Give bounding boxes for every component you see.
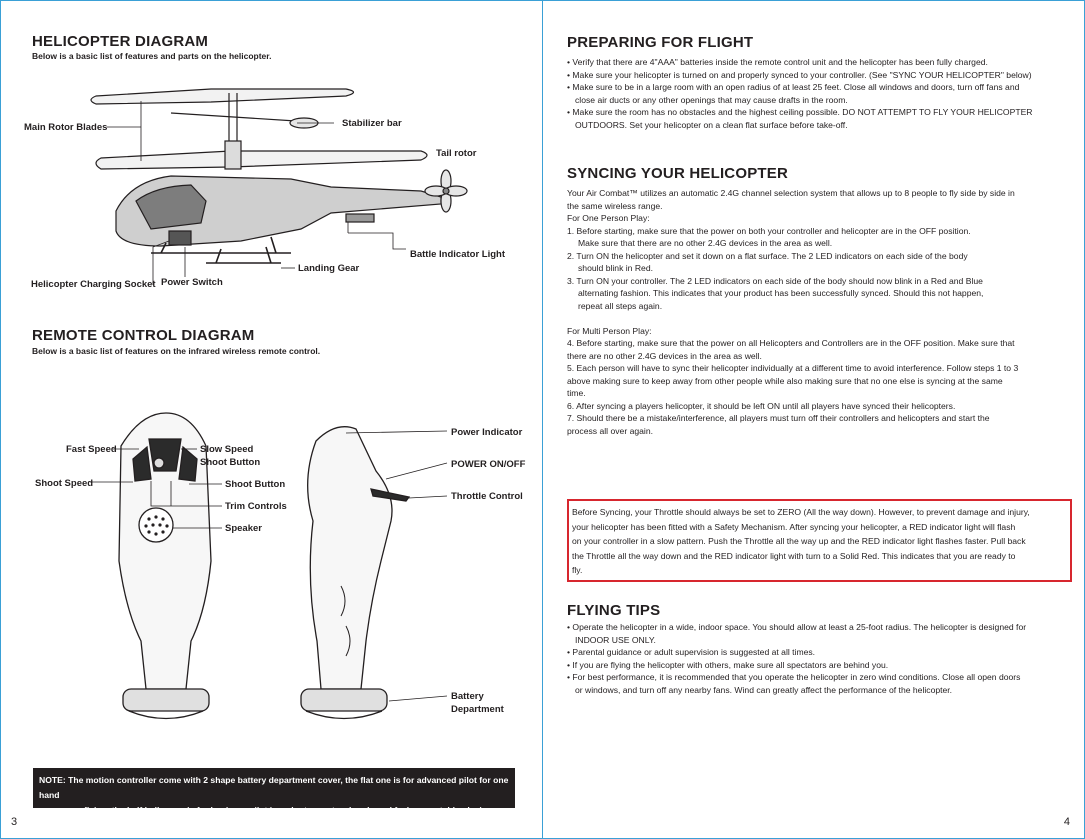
box-line: the Throttle all the way down and the RED indicator light with turn to a Solid Red. This indicates that you are ready to (572, 550, 1016, 561)
text-line: or windows, and turn off any nearby fans. Wind can greatly affect the performance of the helicopter. (575, 684, 953, 695)
text-line: 7. Should there be a mistake/interference, all players must turn off their controllers and helicopters and start the (567, 413, 990, 423)
text-line: 1. Before starting, make sure that the power on both your controller and helicopter are in the OFF position. (567, 225, 971, 236)
text-line: above making sure to keep away from other people while also making sure that no one else is syncing at the same (567, 375, 1003, 386)
label-charging-socket: Helicopter Charging Socket (31, 279, 156, 290)
text-line: the same wireless range. (567, 200, 663, 211)
text-line: repeat all steps again. (578, 300, 663, 311)
text-line: alternating fashion. This indicates that your product has been successfully synced. Should this not happen, (578, 288, 984, 298)
label-shoot-button-top: Shoot Button (200, 457, 261, 468)
label-battle-indicator-light: Battle Indicator Light (410, 249, 505, 260)
label-shoot-speed: Shoot Speed (35, 478, 94, 489)
box-line: on your controller in a slow pattern. Push the Throttle all the way up and the RED indicator light flashes faster. Pull back (572, 536, 1026, 546)
text-line: 2. Turn ON the helicopter and set it down on a flat surface. The 2 LED indicators on each side of the body (567, 250, 968, 261)
text-line: 6. After syncing a players helicopter, it should be left ON until all players have synced their helicopters. (567, 400, 956, 411)
text-line: close air ducts or any other openings that may cause drafts in the room. (575, 94, 848, 105)
text-line: process all over again. (567, 425, 653, 436)
label-battery: Battery (451, 691, 484, 702)
text-line: 5. Each person will have to sync their helicopter individually at a different time to avoid interference. Follow steps 1 to 3 (567, 363, 1019, 373)
syncing-text (567, 187, 1072, 437)
helicopter-diagram-subtext: Below is a basic list of features and parts on the helicopter. (32, 51, 272, 61)
text-line: Make sure that there are no other 2.4G devices in the area as well. (578, 238, 833, 248)
box-line: Before Syncing, your Throttle should always be set to ZERO (All the way down). However, to prevent damage and injury, (572, 507, 1030, 517)
throttle-warning-box (567, 499, 1072, 582)
text-line: INDOOR USE ONLY. (575, 634, 656, 645)
text-line: • For best performance, it is recommended that you operate the helicopter in zero wind conditions. Close all open doors (567, 672, 1021, 682)
label-slow-speed: Slow Speed (200, 444, 254, 455)
label-landing-gear: Landing Gear (298, 263, 360, 274)
text-line: • Make sure the room has no obstacles and the highest ceiling possible. DO NOT ATTEMPT TO FLY YOUR HELICOPTER (567, 107, 1033, 117)
preparing-heading: PREPARING FOR FLIGHT (567, 34, 754, 51)
label-throttle-control: Throttle Control (451, 491, 523, 502)
text-line: • Operate the helicopter in a wide, indoor space. You should allow at least a 25-foot radius. The helicopter is designed for (567, 622, 1027, 632)
text-line: should blink in Red. (578, 263, 654, 273)
label-tail-rotor: Tail rotor (436, 148, 477, 159)
label-battery-department: Department (451, 704, 504, 715)
label-fast-speed: Fast Speed (66, 444, 117, 455)
remote-diagram-heading: REMOTE CONTROL DIAGRAM (32, 327, 255, 344)
label-power-switch: Power Switch (161, 277, 223, 288)
label-power-on-off: POWER ON/OFF (451, 459, 526, 470)
text-line: • Make sure your helicopter is turned on and properly synced to your controller. (See "SYNC YOUR HELICOPTER" below) (567, 69, 1032, 80)
flying-tips-text (567, 621, 1072, 696)
text-line: 4. Before starting, make sure that the power on all Helicopters and Controllers are in the OFF position. Make sure that (567, 338, 1015, 348)
helicopter-diagram-heading: HELICOPTER DIAGRAM (32, 33, 209, 50)
text-line: Your Air Combat™ utilizes an automatic 2.4G channel selection system that allows up to 8 people to fly side by side in (567, 188, 1015, 198)
note-box (33, 768, 515, 815)
text-line: OUTDOORS. Set your helicopter on a clean flat surface before take-off. (575, 119, 848, 130)
right-page (542, 0, 1085, 839)
remote-diagram-subtext: Below is a basic list of features on the infrared wireless remote control. (32, 346, 321, 356)
page-number-right: 4 (1063, 816, 1070, 828)
syncing-heading: SYNCING YOUR HELICOPTER (567, 165, 789, 182)
page-number-left: 3 (11, 816, 18, 828)
text-line: For One Person Play: (567, 213, 650, 223)
label-main-rotor-blades: Main Rotor Blades (24, 122, 108, 133)
box-line: your helicopter has been fitted with a Safety Mechanism. After syncing your helicopter, a RED indicator light will flash (572, 521, 1016, 532)
box-line: fly. (572, 565, 583, 575)
text-line: For Multi Person Play: (567, 325, 652, 336)
text-line: there are no other 2.4G devices in the area as well. (567, 350, 762, 361)
label-trim-controls: Trim Controls (225, 501, 287, 512)
note-line-2: flying. the half ball cover is for beginner pilot in order to use two hands and feel more stable playing. (84, 805, 495, 815)
label-stabilizer-bar: Stabilizer bar (342, 118, 402, 129)
text-line: time. (567, 388, 586, 398)
preparing-text (567, 56, 1072, 131)
note-line-1: NOTE: The motion controller come with 2 shape battery department cover, the flat one is for advanced pilot for one hand (39, 775, 509, 800)
text-line: • Make sure to be in a large room with an open radius of at least 25 feet. Close all windows and doors, turn off fans and (567, 82, 1020, 92)
text-line: 3. Turn ON your controller. The 2 LED indicators on each side of the body should now blink in a Red and Blue (567, 275, 983, 286)
label-shoot-button: Shoot Button (225, 479, 286, 490)
flying-tips-heading: FLYING TIPS (567, 602, 661, 619)
text-line: • If you are flying the helicopter with others, make sure all spectators are behind you. (567, 659, 889, 670)
text-line: • Parental guidance or adult supervision is suggested at all times. (567, 647, 816, 657)
spacer (567, 312, 1072, 325)
text-line: • Verify that there are 4"AAA" batteries inside the remote control unit and the helicopter has been fully charged. (567, 57, 988, 67)
label-speaker: Speaker (225, 523, 262, 534)
remote-control-illustration (1, 1, 544, 451)
label-power-indicator: Power Indicator (451, 427, 523, 438)
